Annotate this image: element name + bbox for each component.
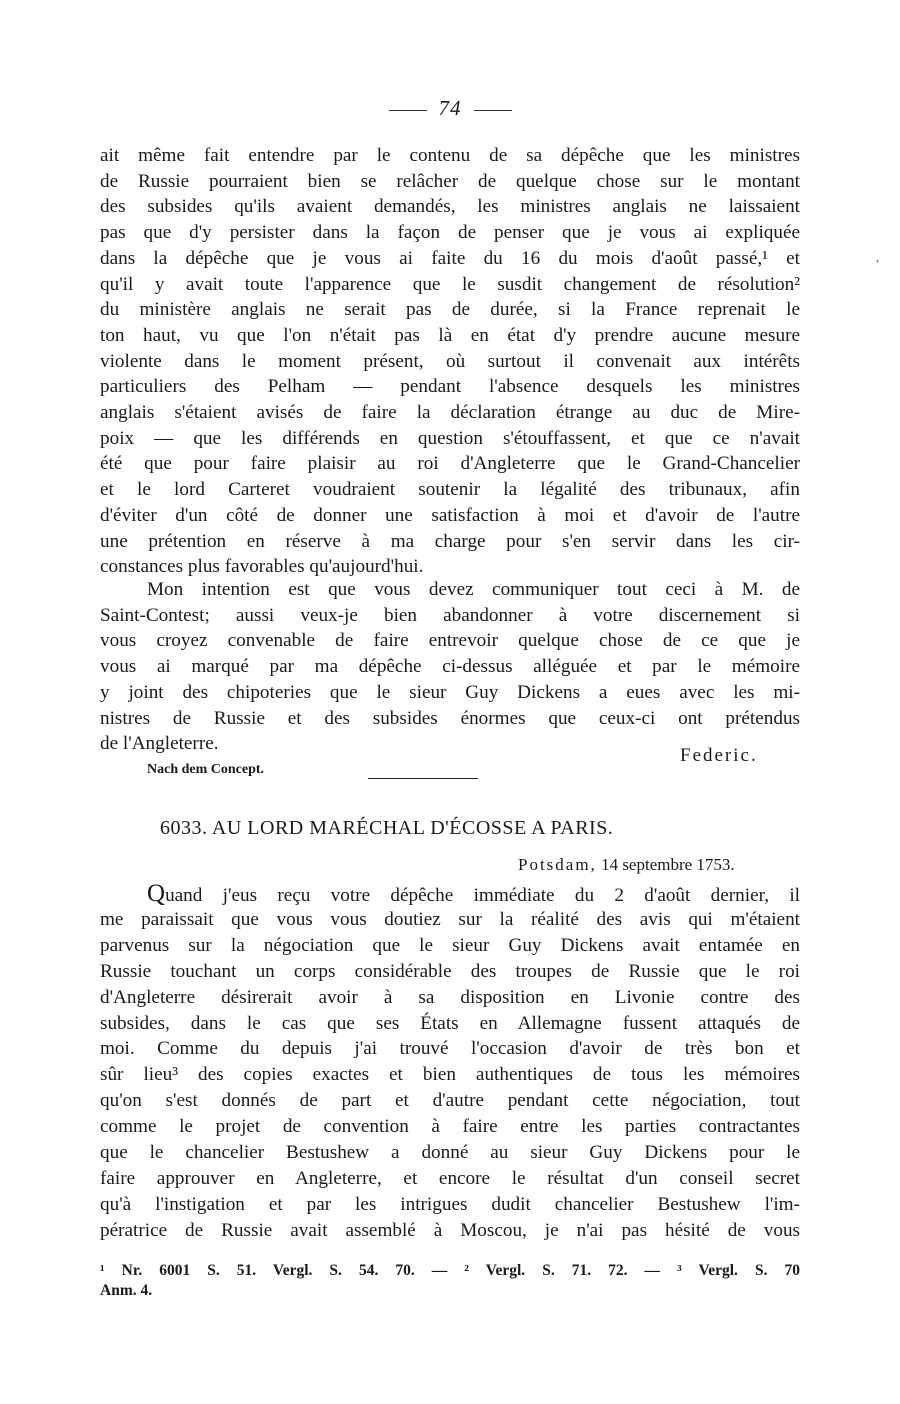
text-line: Russie touchant un corps considérable des troupes de Russie que le roi xyxy=(100,960,800,982)
margin-mark: , xyxy=(876,250,879,264)
header-dash-right xyxy=(474,110,512,111)
signature: Federic. xyxy=(680,745,758,766)
text-line: une prétention en réserve à ma charge pour s'en servir dans les cir- xyxy=(100,530,800,552)
text-line: vous ai marqué par ma dépêche ci-dessus alléguée et par le mémoire xyxy=(100,656,800,678)
text-line: qu'à l'instigation et par les intrigues dudit chancelier Bestushew l'im- xyxy=(100,1193,800,1215)
text-line: dans la dépêche que je vous ai faite du 16 du mois d'août passé,¹ et xyxy=(100,247,800,269)
text-line: me paraissait que vous vous doutiez sur la réalité des avis qui m'étaient xyxy=(100,908,800,930)
text-line: Saint-Contest; aussi veux-je bien abandonner à votre discernement si xyxy=(100,604,800,626)
text-line: d'Angleterre désirerait avoir à sa disposition en Livonie contre des xyxy=(100,986,800,1008)
text-line: parvenus sur la négociation que le sieur Guy Dickens avait entamée en xyxy=(100,934,800,956)
text-line: qu'il y avait toute l'apparence que le susdit changement de résolution² xyxy=(100,273,800,295)
source-note: Nach dem Concept. xyxy=(147,762,265,777)
text-line: constances plus favorables qu'aujourd'hui. xyxy=(100,556,424,578)
text-line: vous croyez convenable de faire entrevoir quelque chose de ce que je xyxy=(100,630,800,652)
text-line: nistres de Russie et des subsides énormes que ceux-ci ont prétendus xyxy=(100,707,800,729)
text-line: que le chancelier Bestushew a donné au sieur Guy Dickens pour le xyxy=(100,1142,800,1163)
text-line: du ministère anglais ne serait pas de durée, si la France reprenait le xyxy=(100,299,800,321)
footnote-line: Anm. 4. xyxy=(100,1282,153,1299)
text-line: particuliers des Pelham — pendant l'absence desquels les ministres xyxy=(100,376,800,398)
text-line: de l'Angleterre. xyxy=(100,733,219,755)
text-line: qu'on s'est donnés de part et d'autre pendant cette négociation, tout xyxy=(100,1090,800,1112)
footnote-line: ¹ Nr. 6001 S. 51. Vergl. S. 54. 70. — ² Vergl. S. 71. 72. — ³ Vergl. S. 70 xyxy=(100,1262,800,1279)
text-line: y joint des chipoteries que le sieur Guy Dickens a eues avec les mi- xyxy=(100,681,800,703)
text-line: moi. Comme du depuis j'ai trouvé l'occasion d'avoir de très bon et xyxy=(100,1038,800,1060)
text-line: de Russie pourraient bien se relâcher de quelque chose sur le montant xyxy=(100,170,800,192)
text-line xyxy=(147,881,800,909)
text-line: été que pour faire plaisir au roi d'Angleterre que le Grand-Chancelier xyxy=(100,453,800,475)
text-line: violente dans le moment présent, où surtout il convenait aux intérêts xyxy=(100,350,800,372)
text-line: pas que d'y persister dans la façon de penser que je vous ai expliquée xyxy=(100,222,800,244)
text-line-content: uand j'eus reçu votre dépêche immédiate du 2 d'août dernier, il xyxy=(165,885,800,906)
header-dash-left xyxy=(389,110,427,111)
drop-cap: Q xyxy=(147,880,166,907)
letter-title: 6033. AU LORD MARÉCHAL D'ÉCOSSE A PARIS. xyxy=(160,817,614,839)
text-line: comme le projet de convention à faire entre les parties contractantes xyxy=(100,1116,800,1138)
dateline-place: Potsdam, xyxy=(518,855,597,874)
text-line: ton haut, vu que l'on n'était pas là en état d'y prendre aucune mesure xyxy=(100,324,800,346)
text-line: d'éviter d'un côté de donner une satisfaction à moi et d'avoir de l'autre xyxy=(100,504,800,526)
text-line: ait même fait entendre par le contenu de sa dépêche que les ministres xyxy=(100,145,800,166)
text-line: Mon intention est que vous devez communiquer tout ceci à M. de xyxy=(147,579,800,600)
text-line: anglais s'étaient avisés de faire la déclaration étrange au duc de Mire- xyxy=(100,402,800,423)
dateline-date: 14 septembre 1753. xyxy=(601,855,735,874)
text-line: subsides, dans le cas que ses États en Allemagne fussent attaqués de xyxy=(100,1012,800,1034)
text-line: poix — que les différends en question s'étouffassent, et que ce n'avait xyxy=(100,427,800,449)
page-header xyxy=(0,96,900,121)
page-number: 74 xyxy=(438,96,462,120)
text-line: sûr lieu³ des copies exactes et bien authentiques de tous les mémoires xyxy=(100,1064,800,1086)
text-line: et le lord Carteret voudraient soutenir la légalité des tribunaux, afin xyxy=(100,479,800,501)
section-divider xyxy=(368,778,478,779)
text-line: des subsides qu'ils avaient demandés, les ministres anglais ne laissaient xyxy=(100,196,800,218)
text-line: pératrice de Russie avait assemblé à Moscou, je n'ai pas hésité de vous xyxy=(100,1219,800,1241)
text-line: faire approuver en Angleterre, et encore le résultat d'un conseil secret xyxy=(100,1167,800,1189)
dateline xyxy=(518,855,735,875)
